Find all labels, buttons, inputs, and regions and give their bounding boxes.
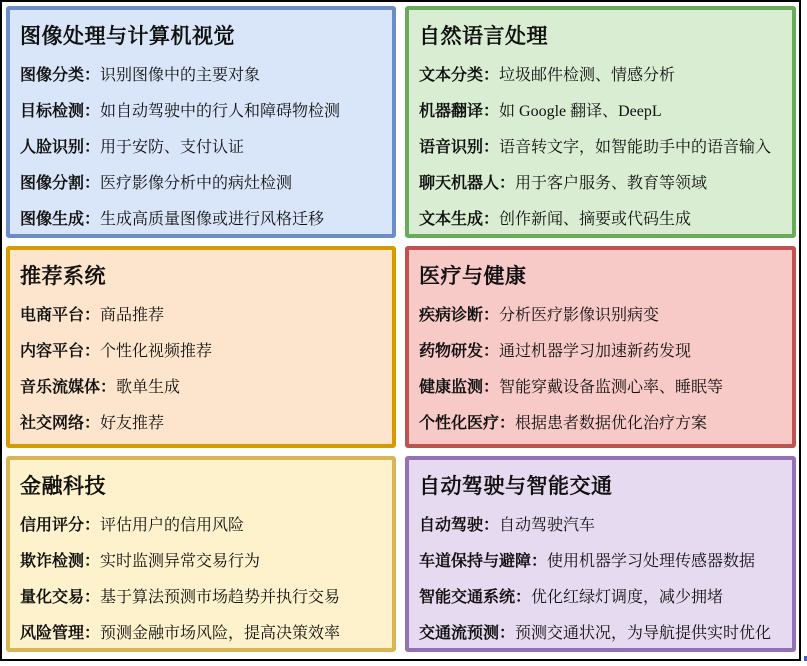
list-item [20, 552, 384, 572]
list-item [20, 414, 384, 434]
item-label: 社交网络： [20, 415, 101, 432]
item-label: 信用评分： [20, 517, 101, 534]
item-text: 使用机器学习处理传感器数据 [547, 553, 756, 570]
item-text: 通过机器学习加速新药发现 [499, 343, 692, 360]
item-text: 歌单生成 [116, 379, 181, 396]
list-item [20, 174, 384, 194]
item-label: 目标检测： [20, 103, 101, 120]
list-item [419, 138, 784, 158]
item-text: 商品推荐 [100, 307, 165, 324]
list-item [419, 102, 784, 122]
item-label: 图像分割： [20, 175, 101, 192]
item-label: 机器翻译： [419, 103, 500, 120]
list-item [419, 414, 784, 434]
item-label: 图像分类： [20, 67, 101, 84]
item-label: 图像生成： [20, 211, 101, 228]
item-label: 内容平台： [20, 343, 101, 360]
item-text: 垃圾邮件检测、情感分析 [499, 67, 676, 84]
item-text: 用于安防、支付认证 [100, 139, 245, 156]
panel-title: 推荐系统 [20, 264, 106, 288]
item-label: 音乐流媒体： [20, 379, 117, 396]
panel-title: 自然语言处理 [419, 24, 548, 48]
item-text: 语音转文字，如智能助手中的语音输入 [499, 139, 772, 156]
panel-autonomous-driving-intelligent-transport [405, 456, 796, 652]
item-text: 优化红绿灯调度，减少拥堵 [531, 589, 724, 606]
item-text: 好友推荐 [100, 415, 165, 432]
list-item [20, 516, 384, 536]
list-item [419, 624, 784, 644]
item-label: 语音识别： [419, 139, 500, 156]
list-item [419, 588, 784, 608]
item-text: 如自动驾驶中的行人和障碍物检测 [100, 103, 341, 120]
list-item [20, 342, 384, 362]
panel-title: 图像处理与计算机视觉 [20, 24, 235, 48]
list-item [20, 588, 384, 608]
list-item [20, 66, 384, 86]
item-label: 智能交通系统： [419, 589, 532, 606]
item-label: 药物研发： [419, 343, 500, 360]
panel-natural-language-processing [405, 6, 796, 238]
item-text: 创作新闻、摘要或代码生成 [499, 211, 692, 228]
list-item [20, 624, 384, 644]
panel-recommendation-systems [6, 246, 396, 448]
item-text: 预测交通状况，为导航提供实时优化 [515, 625, 772, 642]
item-label: 疾病诊断： [419, 307, 500, 324]
item-label: 欺诈检测： [20, 553, 101, 570]
panel-title: 金融科技 [20, 474, 106, 498]
list-item [20, 102, 384, 122]
item-label: 车道保持与避障： [419, 553, 548, 570]
item-text: 生成高质量图像或进行风格迁移 [100, 211, 325, 228]
item-text: 识别图像中的主要对象 [100, 67, 261, 84]
item-label: 文本生成： [419, 211, 500, 228]
item-label: 人脸识别： [20, 139, 101, 156]
panel-title: 自动驾驶与智能交通 [419, 474, 613, 498]
item-text: 基于算法预测市场趋势并执行交易 [100, 589, 341, 606]
item-text: 自动驾驶汽车 [499, 517, 596, 534]
item-label: 自动驾驶： [419, 517, 500, 534]
item-text: 评估用户的信用风险 [100, 517, 245, 534]
item-text: 分析医疗影像识别病变 [499, 307, 660, 324]
list-item [419, 210, 784, 230]
list-item [419, 552, 784, 572]
panel-image-processing-computer-vision [6, 6, 396, 238]
panel-fintech [6, 456, 396, 652]
item-text: 实时监测异常交易行为 [100, 553, 261, 570]
panel-healthcare [405, 246, 796, 448]
list-item [419, 306, 784, 326]
item-label: 聊天机器人： [419, 175, 516, 192]
list-item [20, 138, 384, 158]
list-item [419, 174, 784, 194]
item-text: 用于客户服务、教育等领域 [515, 175, 708, 192]
list-item [20, 210, 384, 230]
list-item [20, 306, 384, 326]
item-label: 健康监测： [419, 379, 500, 396]
item-text: 如 Google 翻译、DeepL [499, 103, 662, 120]
item-label: 电商平台： [20, 307, 101, 324]
item-text: 个性化视频推荐 [100, 343, 213, 360]
list-item [20, 378, 384, 398]
list-item [419, 378, 784, 398]
item-label: 个性化医疗： [419, 415, 516, 432]
panel-grid [2, 2, 799, 656]
item-label: 风险管理： [20, 625, 101, 642]
item-label: 量化交易： [20, 589, 101, 606]
item-text: 预测金融市场风险，提高决策效率 [100, 625, 341, 642]
list-item [419, 516, 784, 536]
item-text: 医疗影像分析中的病灶检测 [100, 175, 293, 192]
panel-title: 医疗与健康 [419, 264, 527, 288]
item-text: 智能穿戴设备监测心率、睡眠等 [499, 379, 724, 396]
list-item [419, 342, 784, 362]
list-item [419, 66, 784, 86]
item-label: 交通流预测： [419, 625, 516, 642]
item-label: 文本分类： [419, 67, 500, 84]
item-text: 根据患者数据优化治疗方案 [515, 415, 708, 432]
